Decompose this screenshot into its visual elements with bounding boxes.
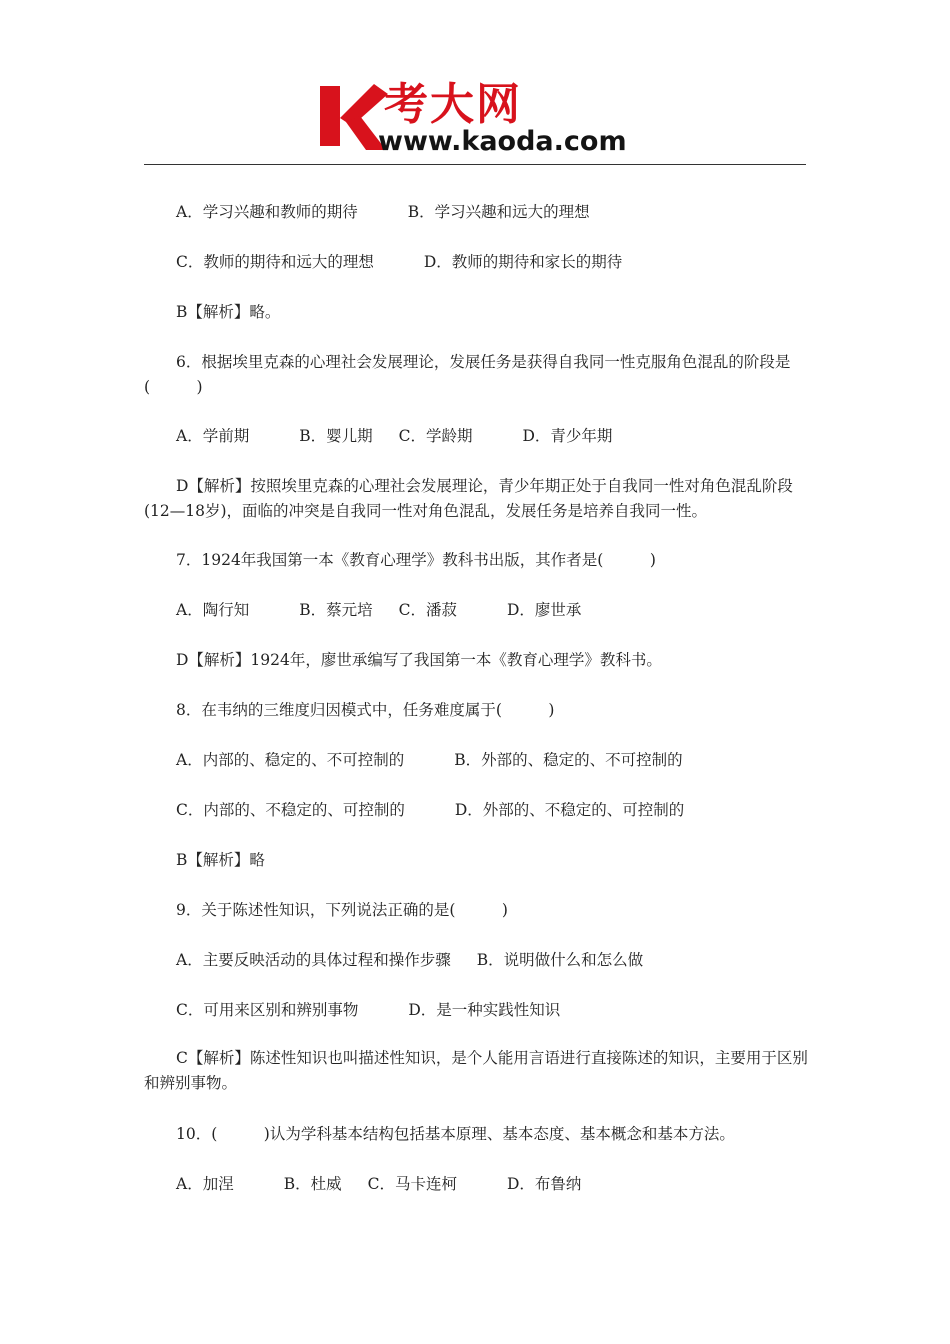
option-a: A．陶行知 [176, 601, 250, 619]
option-d: D．外部的、不稳定的、可控制的 [454, 801, 685, 819]
answer-text: B【解析】略。 [176, 303, 281, 321]
option-a: A．学前期 [176, 427, 250, 445]
options-row [144, 798, 840, 823]
options-row [144, 200, 840, 225]
answer-text: B【解析】略 [176, 851, 265, 869]
header-divider [144, 164, 806, 165]
option-d: D．是一种实践性知识 [408, 1001, 561, 1019]
options-row [144, 998, 840, 1023]
option-d: D．教师的期待和家长的期待 [423, 253, 623, 271]
option-b: B．外部的、稳定的、不可控制的 [454, 751, 683, 769]
options-row [144, 748, 840, 773]
question-text: 9．关于陈述性知识，下列说法正确的是( ) [176, 901, 508, 919]
option-d: D．布鲁纳 [506, 1175, 582, 1193]
options-row [144, 598, 840, 623]
option-b: B．蔡元培 [299, 601, 373, 619]
option-a: A．学习兴趣和教师的期待 [176, 203, 358, 221]
option-c: C．学龄期 [398, 427, 473, 445]
option-c: C．可用来区别和辨别事物 [176, 1001, 359, 1019]
options-row [144, 424, 840, 449]
options-row [144, 250, 840, 275]
option-d: D．廖世承 [506, 601, 582, 619]
option-c: C．潘菽 [398, 601, 457, 619]
question-text: 10．( )认为学科基本结构包括基本原理、基本态度、基本概念和基本方法。 [176, 1125, 735, 1143]
option-d: D．青少年期 [522, 427, 613, 445]
option-a: A．内部的、稳定的、不可控制的 [176, 751, 405, 769]
answer-text: C【解析】陈述性知识也叫描述性知识，是个人能用言语进行直接陈述的知识，主要用于区别和辨别事物。 [144, 1049, 808, 1092]
option-b: B．杜威 [283, 1175, 342, 1193]
logo-title: 考大网 [384, 79, 522, 130]
option-c: C．教师的期待和远大的理想 [176, 253, 374, 271]
option-b: B．学习兴趣和远大的理想 [407, 203, 590, 221]
option-a: A．主要反映活动的具体过程和操作步骤 [176, 951, 451, 969]
option-c: C．马卡连柯 [367, 1175, 457, 1193]
question-text: 6．根据埃里克森的心理社会发展理论，发展任务是获得自我同一性克服角色混乱的阶段是( ) [144, 353, 791, 396]
question-text: 7．1924年我国第一本《教育心理学》教科书出版，其作者是( ) [176, 551, 656, 569]
option-c: C．内部的、不稳定的、可控制的 [176, 801, 405, 819]
option-b: B．婴儿期 [299, 427, 373, 445]
answer-text: D【解析】按照埃里克森的心理社会发展理论，青少年期正处于自我同一性对角色混乱阶段(12—18岁)，面临的冲突是自我同一性对角色混乱，发展任务是培养自我同一性。 [144, 477, 793, 520]
options-row [144, 948, 840, 973]
option-b: B．说明做什么和怎么做 [476, 951, 644, 969]
option-a: A．加涅 [176, 1175, 234, 1193]
logo-url: www.kaoda.com [378, 126, 627, 157]
answer-text: D【解析】1924年，廖世承编写了我国第一本《教育心理学》教科书。 [176, 651, 662, 669]
options-row [144, 1172, 840, 1197]
question-text: 8．在韦纳的三维度归因模式中，任务难度属于( ) [176, 701, 555, 719]
kaoda-logo [316, 80, 646, 162]
page-header [0, 0, 950, 168]
